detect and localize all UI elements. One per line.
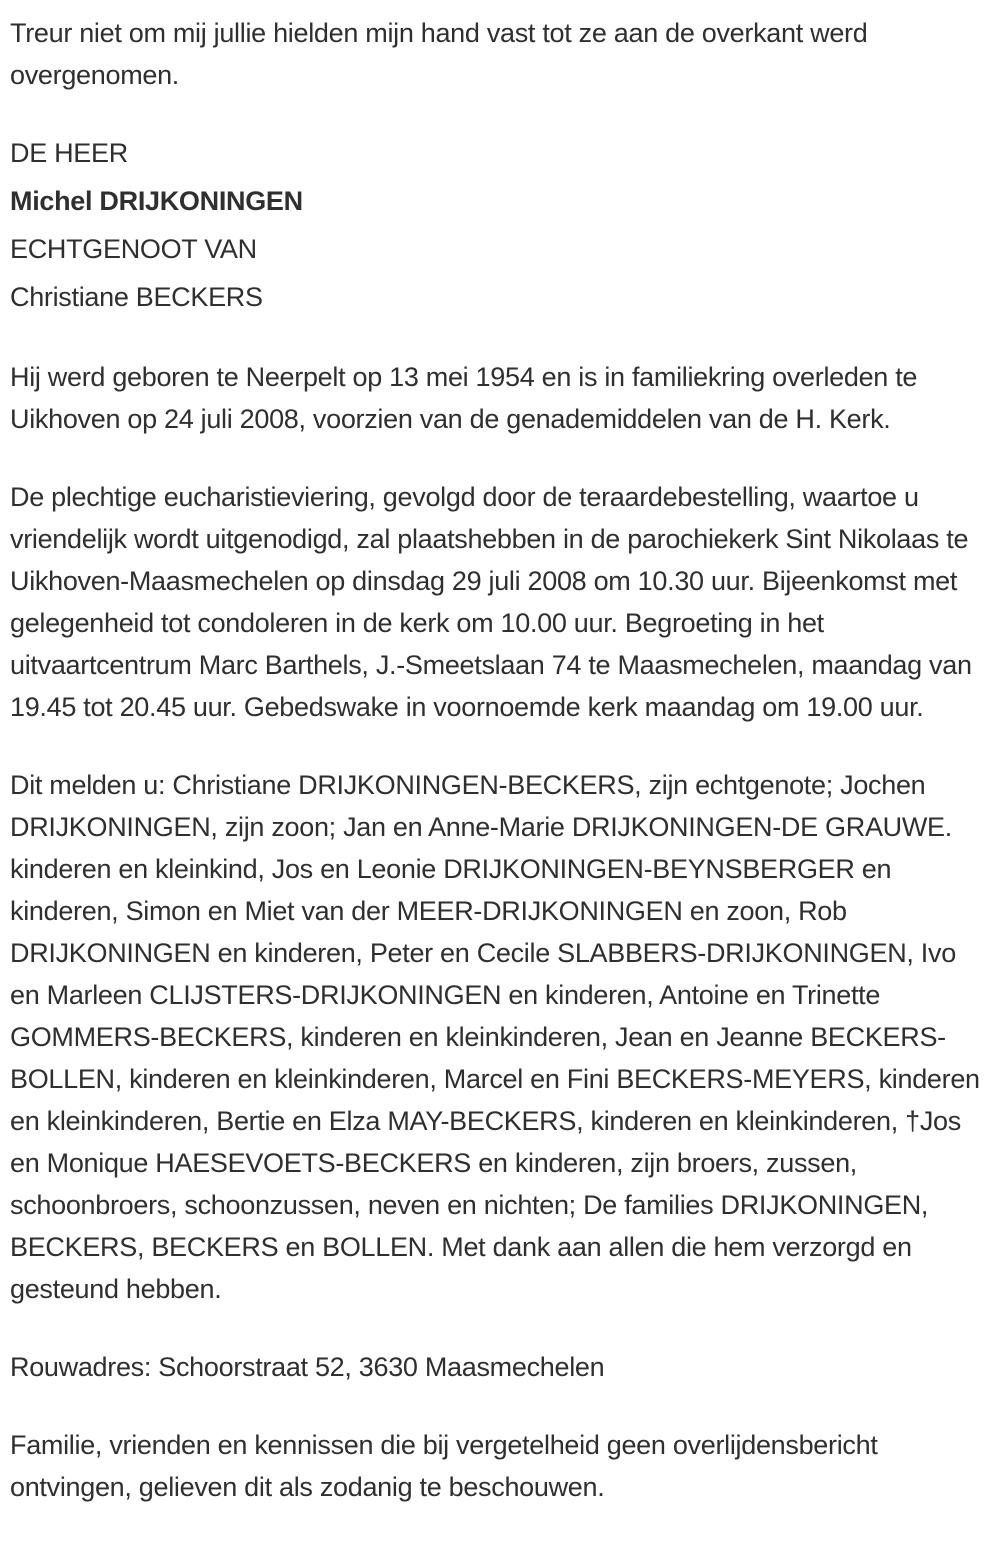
epitaph-text: Treur niet om mij jullie hielden mijn hand vast tot ze aan de overkant werd overgenomen. xyxy=(10,18,868,90)
family-announcement-paragraph: Dit melden u: Christiane DRIJKONINGEN-BECKERS, zijn echtgenote; Jochen DRIJKONINGEN, zijn zoon; Jan en Anne-Marie DRIJKONINGEN-DE GRAUWE. kinderen en kleinkind, Jos en Leonie DRIJKONINGEN-BEYNSBERGER en kinderen, Simon en Miet van der MEER-DRIJKONINGEN en zoon, Rob DRIJKONINGEN en kinderen, Peter en Cecile SLABBERS-DRIJKONINGEN, Ivo en Marleen CLIJSTERS-DRIJKONINGEN en kinderen, Antoine en Trinette GOMMERS-BECKERS, kinderen en kleinkinderen, Jean en Jeanne BECKERS-BOLLEN, kinderen en kleinkinderen, Marcel en Fini BECKERS-MEYERS, kinderen en kleinkinderen, Bertie en Elza MAY-BECKERS, kinderen en kleinkinderen, †Jos en Monique HAESEVOETS-BECKERS en kinderen, zijn broers, zussen, schoonbroers, schoonzussen, neven en nichten; De families DRIJKONINGEN, BECKERS, BECKERS en BOLLEN. Met dank aan allen die hem verzorgd en gesteund hebben. xyxy=(10,770,980,1304)
deceased-block xyxy=(10,132,980,318)
life-paragraph: Hij werd geboren te Neerpelt op 13 mei 1954 en is in familiekring overleden te Uikhoven op 24 juli 2008, voorzien van de genademiddelen van de H. Kerk. xyxy=(10,362,918,434)
relation-label: ECHTGENOOT VAN xyxy=(10,234,257,264)
mourning-address: Rouwadres: Schoorstraat 52, 3630 Maasmechelen xyxy=(10,1352,605,1382)
spouse-name: Christiane BECKERS xyxy=(10,282,263,312)
deceased-title: DE HEER xyxy=(10,138,128,168)
service-paragraph: De plechtige eucharistieviering, gevolgd door de teraardebestelling, waartoe u vriendelijk wordt uitgenodigd, zal plaatshebben in de parochiekerk Sint Nikolaas te Uikhoven-Maasmechelen op dinsdag 29 juli 2008 om 10.30 uur. Bijeenkomst met gelegenheid tot condoleren in de kerk om 10.00 uur. Begroeting in het uitvaartcentrum Marc Barthels, J.-Smeetslaan 74 te Maasmechelen, maandag van 19.45 tot 20.45 uur. Gebedswake in voornoemde kerk maandag om 19.00 uur. xyxy=(10,482,972,722)
closing-note: Familie, vrienden en kennissen die bij vergetelheid geen overlijdensbericht ontvingen, gelieven dit als zodanig te beschouwen. xyxy=(10,1430,878,1502)
deceased-name: Michel DRIJKONINGEN xyxy=(10,186,303,216)
